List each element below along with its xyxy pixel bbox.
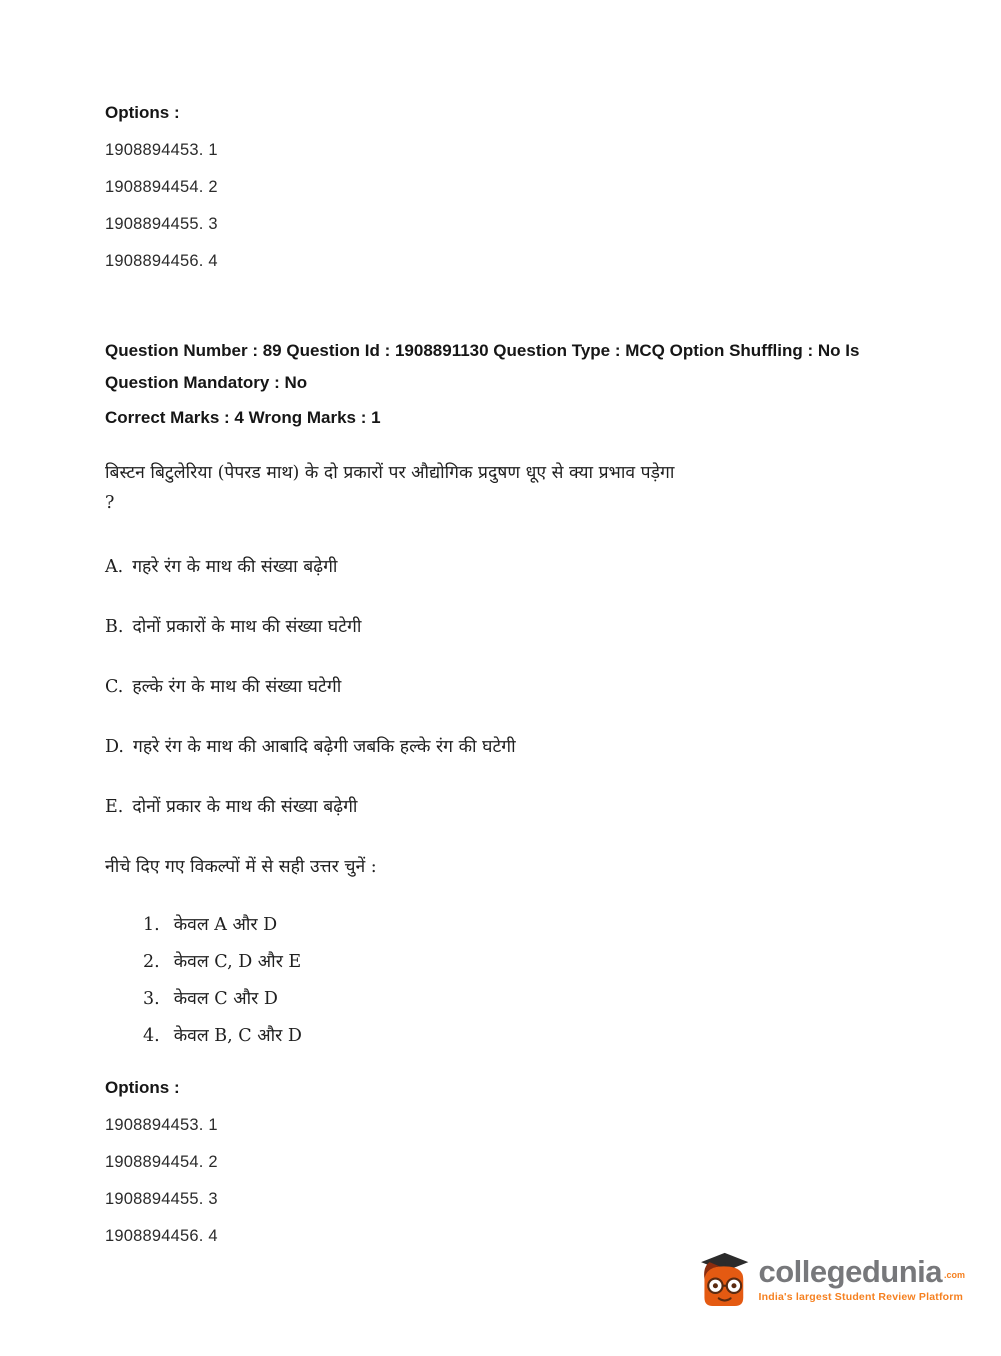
choice-b-text: दोनों प्रकारों के माथ की संख्या घटेगी — [132, 617, 362, 637]
choice-c-label: C. — [105, 677, 124, 697]
question-text — [105, 458, 941, 518]
choice-c — [105, 674, 941, 698]
brand-tagline: India's largest Student Review Platform — [758, 1290, 964, 1303]
numbered-option-2-text: केवल C, D और E — [173, 952, 302, 972]
collegedunia-mascot-icon — [696, 1248, 750, 1310]
brand-name-row — [758, 1253, 966, 1289]
collegedunia-logo — [696, 1248, 966, 1310]
choice-e-label: E. — [105, 797, 124, 817]
options-label: Options : — [105, 1078, 180, 1097]
option-id-line: 1908894456. 4 — [105, 252, 218, 270]
choice-a-label: A. — [105, 557, 124, 577]
numbered-option-1-num: 1. — [143, 915, 160, 935]
choice-d — [105, 734, 941, 758]
option-id-line: 1908894455. 3 — [105, 215, 218, 233]
choice-a — [105, 554, 941, 578]
choice-b-label: B. — [105, 617, 124, 637]
question-header-line2: Question Mandatory : No — [105, 373, 308, 392]
numbered-option-3 — [143, 986, 941, 1010]
numbered-option-4-num: 4. — [143, 1026, 160, 1046]
option-id-line: 1908894453. 1 — [105, 141, 218, 159]
question-text-line2: ? — [105, 493, 115, 513]
option-id-line: 1908894456. 4 — [105, 1227, 218, 1245]
options-block-top — [105, 103, 941, 271]
choice-e — [105, 794, 941, 818]
answer-instruction: नीचे दिए गए विकल्पों में से सही उत्तर चुनें : — [105, 857, 377, 877]
brand-text — [758, 1253, 966, 1303]
choice-a-text: गहरे रंग के माथ की संख्या बढ़ेगी — [132, 557, 338, 577]
question-header — [105, 335, 941, 399]
choice-b — [105, 614, 941, 638]
choice-e-text: दोनों प्रकार के माथ की संख्या बढ़ेगी — [132, 797, 358, 817]
option-id-line: 1908894453. 1 — [105, 1116, 218, 1134]
choice-c-text: हल्के रंग के माथ की संख्या घटेगी — [132, 677, 342, 697]
numbered-option-1-text: केवल A और D — [173, 915, 278, 935]
numbered-option-4 — [143, 1023, 941, 1047]
option-id-line: 1908894454. 2 — [105, 178, 218, 196]
option-id-line: 1908894454. 2 — [105, 1153, 218, 1171]
brand-suffix: .com — [943, 1269, 965, 1280]
numbered-option-2 — [143, 949, 941, 973]
numbered-option-2-num: 2. — [143, 952, 160, 972]
numbered-option-1 — [143, 912, 941, 936]
numbered-option-3-num: 3. — [143, 989, 160, 1009]
option-id-line: 1908894455. 3 — [105, 1190, 218, 1208]
question-block — [105, 335, 941, 1047]
question-marks: Correct Marks : 4 Wrong Marks : 1 — [105, 408, 381, 427]
question-header-line1: Question Number : 89 Question Id : 1908891130 Question Type : MCQ Option Shuffling : No Is — [105, 341, 860, 360]
choice-d-label: D. — [105, 737, 124, 757]
question-text-line1: बिस्टन बिटुलेरिया (पेपरड माथ) के दो प्रकारों पर औद्योगिक प्रदुषण धूए से क्या प्रभाव पड़ेगा — [105, 463, 675, 483]
brand-name: collegedunia — [758, 1253, 942, 1289]
options-block-bottom — [105, 1078, 941, 1246]
choice-d-text: गहरे रंग के माथ की आबादि बढ़ेगी जबकि हल्के रंग की घटेगी — [132, 737, 516, 757]
options-label: Options : — [105, 103, 180, 122]
numbered-option-3-text: केवल C और D — [173, 989, 278, 1009]
numbered-option-4-text: केवल B, C और D — [173, 1026, 302, 1046]
